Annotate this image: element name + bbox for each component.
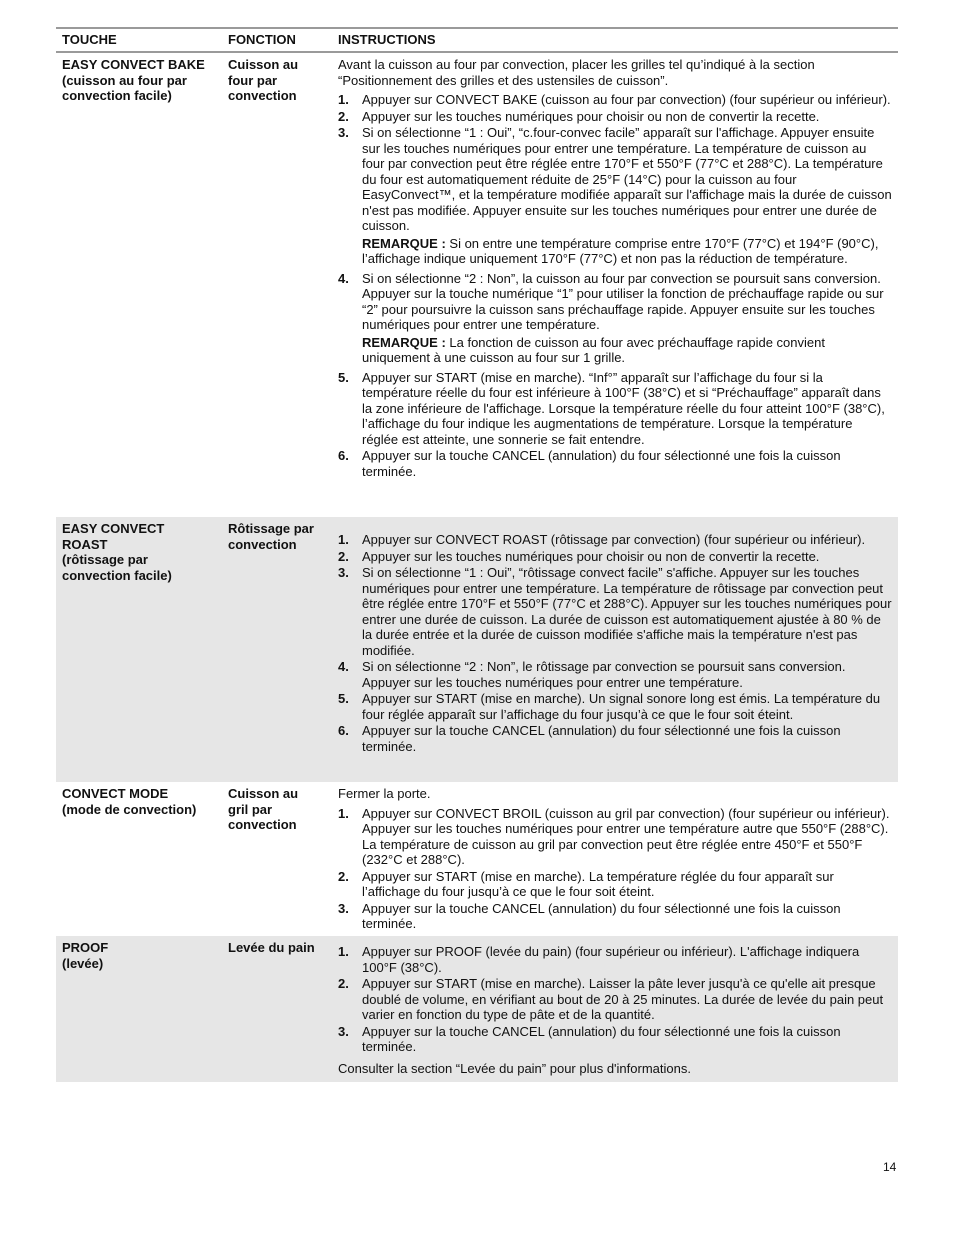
step-text: Si on sélectionne “2 : Non”, la cuisson au four par convection se poursuit sans conversion. Appuyer sur la touche numérique “1” pour utiliser la fonction de préchauffage rapide ou sur “2” pour poursuivre la cuisson sans préchauffage rapide. Appuyer ensuite sur les touches numériques pour entrer une température. [362, 270, 884, 332]
list-item [338, 691, 892, 722]
step-number: 6. [338, 723, 349, 738]
instructions-cell [332, 57, 898, 517]
list-item [338, 869, 892, 900]
note [362, 335, 892, 366]
step-text: Si on sélectionne “1 : Oui”, “c.four-convec facile” apparaît sur l'affichage. Appuyer ensuite sur les touches numériques pour entrer une température. La température de cuisson au four par convection peut être réglée entre 170°F et 550°F (77°C et 288°C). La température du four est automatiquement réduite de 25°F (14°C) pour la cuisson au four EasyConvect™, et la température modifiée apparaît sur l'affichage mais la durée de cuisson n'est pas modifiée. Appuyer ensuite sur les touches numériques pour entrer une durée de cuisson. [362, 125, 892, 233]
table-row-proof [56, 936, 898, 1082]
step-number: 1. [338, 532, 349, 547]
function-cell: Cuisson au gril par convection [228, 786, 299, 832]
instructions-cell [332, 786, 898, 936]
header-fonction: FONCTION [228, 32, 296, 48]
step-text: Appuyer sur START (mise en marche). “Inf°” apparaît sur l’affichage du four si la température réelle du four est inférieure à 100°F (38°C) et si “Préchauffage” apparaît dans la zone inférieure de l'affichage. Lorsque la température réelle du four atteint 100°F (38°C), l’affichage du four indique les augmentations de température. Lorsque la température réglée est atteinte, une sonnerie se fait entendre. [362, 369, 885, 447]
list-item [338, 1024, 892, 1055]
table-row-easy-convect-roast [56, 517, 898, 782]
table-row-convect-mode [56, 782, 898, 936]
step-text: Appuyer sur CONVECT BAKE (cuisson au four par convection) (four supérieur ou inférieur). [362, 92, 891, 107]
key-cell: CONVECT MODE (mode de convection) [62, 786, 197, 817]
step-text: Appuyer sur START (mise en marche). Laisser la pâte lever jusqu'à ce qu'elle ait presque doublé de volume, en vérifiant au bout de 20 à 25 minutes. La durée de levée du pain peut varier en fonction du type de pâte et de la quantité. [362, 976, 884, 1022]
list-item [338, 109, 892, 125]
step-number: 1. [338, 92, 349, 107]
key-cell: EASY CONVECT BAKE (cuisson au four par convection facile) [62, 57, 205, 103]
intro-text: Avant la cuisson au four par convection, placer les grilles tel qu’indiqué à la section “Positionnement des grilles et des ustensiles de cuisson”. [338, 57, 815, 88]
step-text: Appuyer sur la touche CANCEL (annulation) du four sélectionné une fois la cuisson terminée. [362, 1023, 841, 1054]
step-number: 2. [338, 868, 349, 884]
step-text: Appuyer sur START (mise en marche). La température réglée du four apparaît sur l’affichage du four jusqu’à ce que le four soit éteint. [362, 868, 834, 899]
list-item [338, 901, 892, 932]
instructions-cell [332, 940, 898, 1082]
step-number: 6. [338, 448, 349, 463]
steps-list [338, 92, 892, 479]
steps-list [338, 806, 892, 932]
list-item [338, 549, 892, 565]
list-item [338, 532, 892, 548]
steps-list [338, 532, 892, 754]
list-item [338, 370, 892, 448]
note-label: REMARQUE : [362, 235, 446, 251]
table-row-easy-convect-bake [56, 53, 898, 517]
list-item [338, 976, 892, 1023]
step-text: Appuyer sur les touches numériques pour choisir ou non de convertir la recette. [362, 108, 820, 124]
step-number: 5. [338, 369, 349, 385]
step-number: 3. [338, 125, 349, 140]
step-number: 4. [338, 659, 349, 674]
step-text: Si on sélectionne “2 : Non”, le rôtissage par convection se poursuit sans conversion. Appuyer sur les touches numériques pour entrer une température. [362, 659, 846, 690]
note-text: La fonction de cuisson au four avec préchauffage rapide convient uniquement à une cuisson au four sur 1 grille. [362, 334, 825, 365]
step-text: Appuyer sur CONVECT ROAST (rôtissage par convection) (four supérieur ou inférieur). [362, 532, 866, 547]
steps-list [338, 944, 892, 1055]
header-touche: TOUCHE [62, 32, 117, 48]
key-cell: PROOF (levée) [62, 940, 109, 971]
step-text: Appuyer sur la touche CANCEL (annulation) du four sélectionné une fois la cuisson terminée. [362, 448, 841, 479]
step-text: Si on sélectionne “1 : Oui”, “rôtissage convect facile” s'affiche. Appuyer sur les touches numériques pour entrer une température. La température de rôtissage par convection peut être réglée entre 170°F et 550°F (77°C et 288°C). Appuyer sur les touches numériques pour entrer une durée de cuisson. La durée de cuisson est automatiquement ajustée à 80 % de la durée entrée et la durée de cuisson modifiée s'affiche mais la température n'est pas modifiée. [362, 565, 892, 658]
step-text: Appuyer sur la touche CANCEL (annulation) du four sélectionné une fois la cuisson terminée. [362, 900, 841, 931]
step-number: 5. [338, 691, 349, 706]
list-item [338, 659, 892, 690]
table-header [56, 29, 898, 53]
list-item [338, 565, 892, 658]
step-number: 3. [338, 1023, 349, 1039]
header-instructions: INSTRUCTIONS [338, 32, 436, 48]
intro-text: Fermer la porte. [338, 786, 431, 801]
list-item [338, 92, 892, 108]
list-item [338, 271, 892, 369]
step-number: 3. [338, 565, 349, 580]
function-cell: Rôtissage par convection [228, 521, 314, 552]
key-cell: EASY CONVECT ROAST (rôtissage par convection facile) [62, 521, 172, 583]
outro-text: Consulter la section “Levée du pain” pour plus d'informations. [338, 1060, 691, 1076]
step-number: 2. [338, 976, 349, 991]
step-text: Appuyer sur CONVECT BROIL (cuisson au gril par convection) (four supérieur ou inférieur). Appuyer sur les touches numériques pour entrer une température autre que 550°F (288°C). La température de cuisson au gril par convection peut être réglée entre 450°F et 550°F (232°C et 288°C). [362, 805, 890, 867]
step-number: 2. [338, 548, 349, 564]
list-item [338, 448, 892, 479]
step-number: 3. [338, 900, 349, 916]
note [362, 236, 892, 267]
function-cell: Cuisson au four par convection [228, 57, 299, 103]
instructions-table [56, 27, 898, 1082]
instructions-cell [332, 521, 898, 782]
step-text: Appuyer sur START (mise en marche). Un signal sonore long est émis. La température du four réglée apparaît sur l’affichage du four jusqu’à ce que le four soit éteint. [362, 691, 881, 722]
note-label: REMARQUE : [362, 334, 446, 350]
step-number: 1. [338, 805, 349, 821]
list-item [338, 944, 892, 975]
step-number: 4. [338, 270, 349, 286]
list-item [338, 125, 892, 270]
step-number: 2. [338, 108, 349, 124]
note-text: Si on entre une température comprise entre 170°F (77°C) et 194°F (90°C), l’affichage indique uniquement 170°F (77°C) et non pas la réduction de température. [362, 235, 879, 266]
page-number: 14 [883, 1160, 897, 1174]
step-text: Appuyer sur PROOF (levée du pain) (four supérieur ou inférieur). L'affichage indiquera 100°F (38°C). [362, 944, 860, 975]
step-text: Appuyer sur la touche CANCEL (annulation) du four sélectionné une fois la cuisson terminée. [362, 723, 841, 754]
step-number: 1. [338, 944, 349, 959]
step-text: Appuyer sur les touches numériques pour choisir ou non de convertir la recette. [362, 548, 820, 564]
function-cell: Levée du pain [228, 940, 315, 955]
list-item [338, 806, 892, 868]
list-item [338, 723, 892, 754]
